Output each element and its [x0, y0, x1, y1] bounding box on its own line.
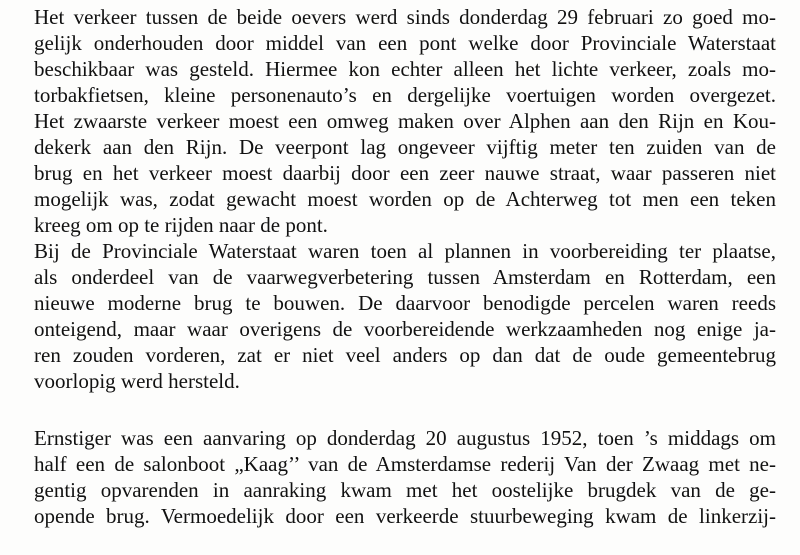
text-line: nieuwe moderne brug te bouwen. De daarvoor benodigde percelen waren reeds [34, 291, 776, 315]
text-line: Ernstiger was een aanvaring op donderdag 20 augustus 1952, toen ’s middags om [34, 426, 776, 450]
text-line: Het zwaarste verkeer moest een omweg maken over Alphen aan den Rijn en Kou- [34, 109, 776, 133]
text-line: onteigend, maar waar overigens de voorbereidende werkzaamheden nog enige ja- [34, 317, 776, 341]
text-line: dekerk aan den Rijn. De veerpont lag ongeveer vijftig meter ten zuiden van de [34, 135, 776, 159]
text-line: brug en het verkeer moest daarbij door een zeer nauwe straat, waar passeren niet [34, 161, 776, 185]
text-line: gentig opvarenden in aanraking kwam met het oostelijke brugdek van de ge- [34, 478, 776, 502]
text-line: torbakfietsen, kleine personenauto’s en dergelijke voertuigen worden overgezet. [34, 83, 776, 107]
text-line: als onderdeel van de vaarwegverbetering tussen Amsterdam en Rotterdam, een [34, 265, 776, 289]
text-line: Bij de Provinciale Waterstaat waren toen al plannen in voorbereiding ter plaatse, [34, 239, 776, 263]
text-line: half een de salonboot „Kaag’’ van de Amsterdamse rederij Van der Zwaag met ne- [34, 452, 776, 476]
text-line: mogelijk was, zodat gewacht moest worden op de Achterweg tot men een teken [34, 187, 776, 211]
text-line: ren zouden vorderen, zat er niet veel anders op dan dat de oude gemeentebrug [34, 343, 776, 367]
text-line: gelijk onderhouden door middel van een pont welke door Provinciale Waterstaat [34, 31, 776, 55]
text-line: opende brug. Vermoedelijk door een verkeerde stuurbeweging kwam de linkerzij- [34, 504, 776, 528]
text-line: beschikbaar was gesteld. Hiermee kon echter alleen het lichte verkeer, zoals mo- [34, 57, 776, 81]
text-line: kreeg om op te rijden naar de pont. [34, 213, 328, 237]
text-line: Het verkeer tussen de beide oevers werd sinds donderdag 29 februari zo goed mo- [34, 5, 776, 29]
text-line: voorlopig werd hersteld. [34, 369, 240, 393]
